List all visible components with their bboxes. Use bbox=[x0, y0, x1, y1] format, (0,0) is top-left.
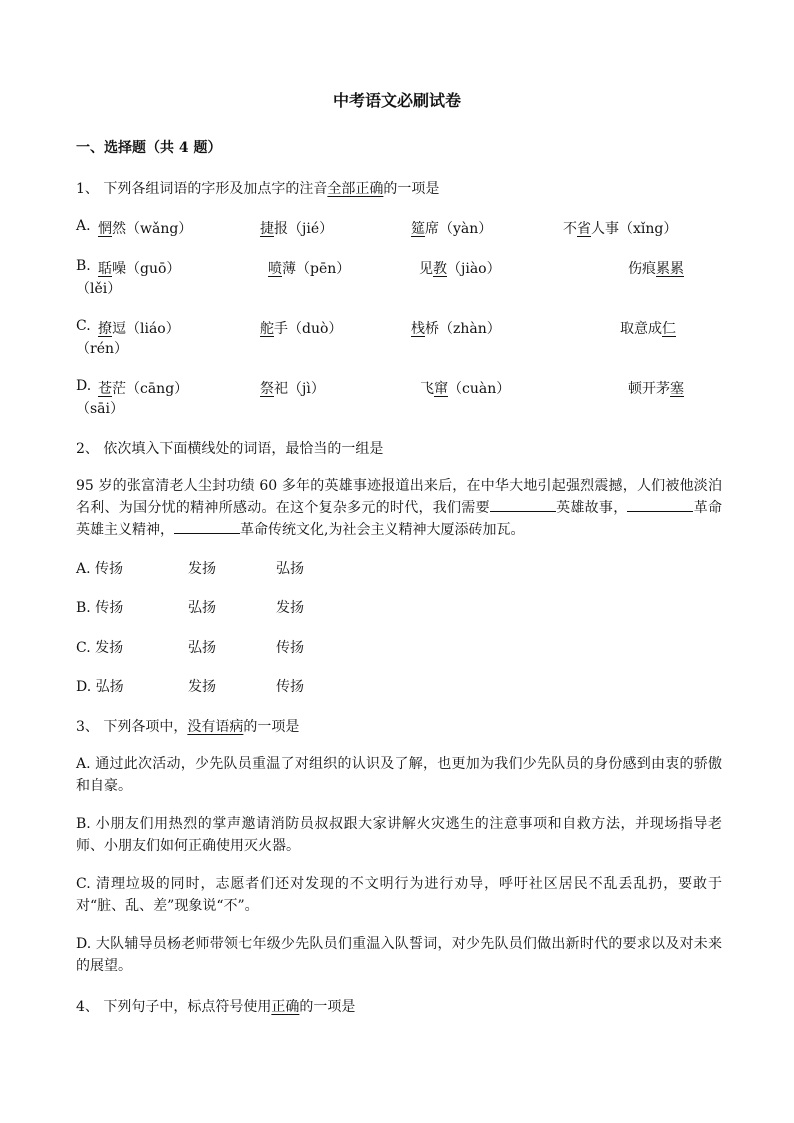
q1-option-b-word-1: 聒噪（guō） bbox=[98, 261, 181, 277]
q1-option-c-word-4: 取意成仁 bbox=[620, 321, 676, 337]
question-number: 2、 bbox=[76, 441, 99, 457]
q2-option-a-word-3: 弘扬 bbox=[276, 561, 304, 577]
q1-option-b-word-4: 伤痕累累 bbox=[628, 261, 684, 277]
q1-option-d-wrap: （sāi） bbox=[76, 401, 125, 417]
q3-option-b: B. 小朋友们用热烈的掌声邀请消防员叔叔跟大家讲解火灾逃生的注意事项和自救方法，并现场指导老师、小朋友们如何正确使用灭火器。 bbox=[76, 816, 722, 854]
q1-option-a-letter: A. bbox=[76, 218, 91, 234]
q2-option-d: D. 弘扬 bbox=[76, 679, 124, 695]
q2-option-b: B. 传扬 bbox=[76, 600, 124, 616]
q1-option-a-word-1: 惘然（wǎng） bbox=[98, 221, 193, 237]
q1-option-b-word-3: 见教（jiào） bbox=[419, 261, 501, 277]
q1-option-d-letter: D. bbox=[76, 378, 92, 394]
question-number: 4、 bbox=[76, 999, 99, 1015]
q1-option-d-word-3: 飞窜（cuàn） bbox=[420, 381, 511, 397]
question-number: 1、 bbox=[76, 181, 99, 197]
q3-option-a: A. 通过此次活动，少先队员重温了对组织的认识及了解，也更加为我们少先队员的身份感到由衷的骄傲和自豪。 bbox=[76, 756, 722, 794]
q1-option-c-word-3: 栈桥（zhàn） bbox=[411, 321, 501, 337]
section-heading: 一、选择题（共 4 题） bbox=[76, 140, 222, 156]
q2-option-a: A. 传扬 bbox=[76, 561, 124, 577]
q3-option-c: C. 清理垃圾的同时，志愿者们还对发现的不文明行为进行劝导，呼吁社区居民不乱丢乱扔，要敢于对“脏、乱、差”现象说“不”。 bbox=[76, 876, 722, 914]
q2-option-c-word-3: 传扬 bbox=[276, 640, 304, 656]
question-1-stem: 1、 下列各组词语的字形及加点字的注音全部正确的一项是 bbox=[76, 181, 440, 197]
q1-option-c-letter: C. bbox=[76, 318, 91, 334]
q1-option-b-wrap: （lěi） bbox=[76, 281, 122, 297]
q1-option-c-word-2: 舵手（duò） bbox=[260, 321, 343, 337]
q2-option-d-word-2: 发扬 bbox=[188, 679, 216, 695]
q1-option-a-word-2: 捷报（jié） bbox=[260, 221, 334, 237]
q1-option-c-wrap: （rén） bbox=[76, 341, 128, 357]
q1-option-c-word-1: 撩逗（liáo） bbox=[98, 321, 180, 337]
q2-option-b-word-3: 发扬 bbox=[276, 600, 304, 616]
fill-blank-1 bbox=[490, 497, 556, 512]
q1-option-b-letter: B. bbox=[76, 258, 91, 274]
fill-blank-2 bbox=[627, 497, 693, 512]
fill-blank-3 bbox=[174, 519, 240, 534]
question-4-stem: 4、 下列句子中，标点符号使用正确的一项是 bbox=[76, 999, 356, 1015]
q1-option-b-word-2: 喷薄（pēn） bbox=[268, 261, 351, 277]
q2-option-c-word-2: 弘扬 bbox=[188, 640, 216, 656]
question-number: 3、 bbox=[76, 719, 99, 735]
page-title: 中考语文必刷试卷 bbox=[332, 91, 461, 110]
q2-option-b-word-2: 弘扬 bbox=[188, 600, 216, 616]
q3-option-d: D. 大队辅导员杨老师带领七年级少先队员们重温入队誓词，对少先队员们做出新时代的要求以及对未来的展望。 bbox=[76, 936, 722, 974]
q1-option-d-word-2: 祭祀（jì） bbox=[260, 381, 325, 397]
question-2-stem: 2、 依次填入下面横线处的词语，最恰当的一组是 bbox=[76, 441, 384, 457]
question-3-stem: 3、 下列各项中，没有语病的一项是 bbox=[76, 719, 300, 735]
q2-option-d-word-3: 传扬 bbox=[276, 679, 304, 695]
q2-option-a-word-2: 发扬 bbox=[188, 561, 216, 577]
q1-option-d-word-1: 苍茫（cāng） bbox=[98, 381, 189, 397]
q1-option-a-word-4: 不省人事（xǐng） bbox=[563, 221, 678, 237]
q1-option-d-word-4: 顿开茅塞 bbox=[628, 381, 684, 397]
q1-option-a-word-3: 筵席（yàn） bbox=[411, 221, 493, 237]
question-2-passage: 95 岁的张富清老人尘封功绩 60 多年的英雄事迹报道出来后，在中华大地引起强烈震撼，人们被他淡泊名利、为国分忧的精神所感动。在这个复杂多元的时代，我们需要 英雄故事， 革命英雄主义精神， 革命传统文化,为社会主义精神大厦添砖加瓦。 bbox=[76, 478, 723, 538]
q2-option-c: C. 发扬 bbox=[76, 640, 124, 656]
